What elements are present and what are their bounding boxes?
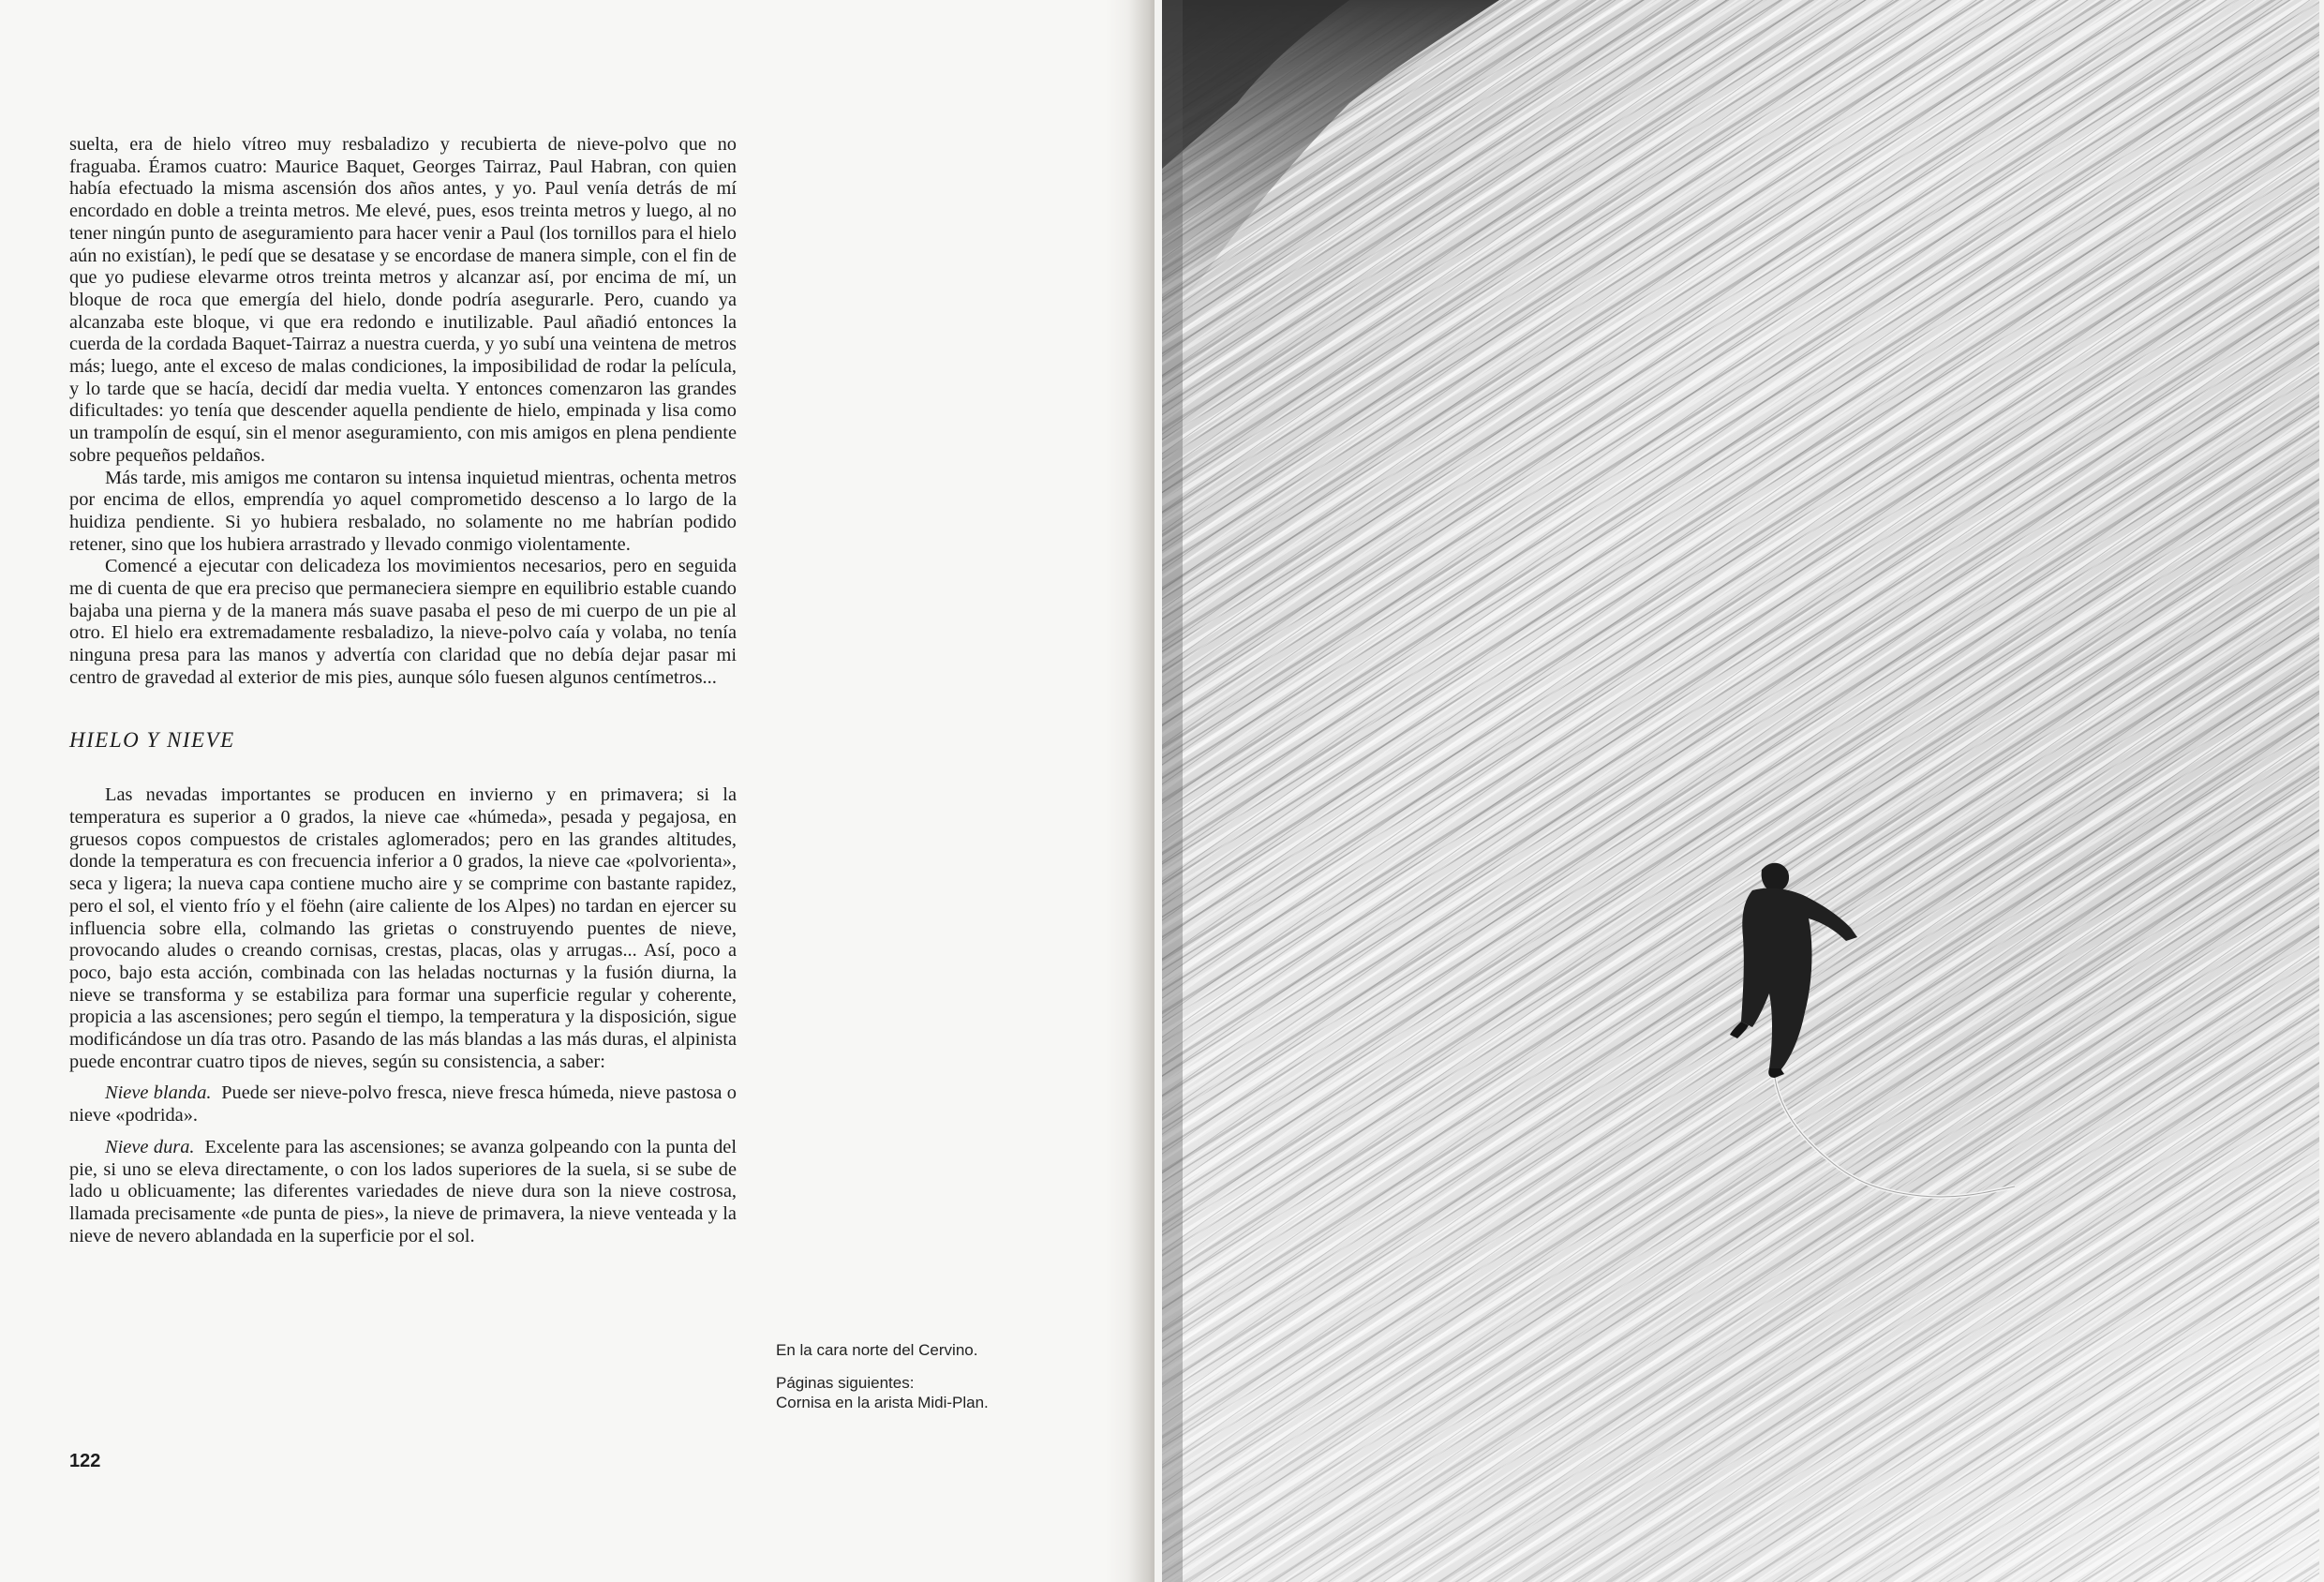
paragraph-1: suelta, era de hielo vítreo muy resbaladizo y recubierta de nieve-polvo que no fraguaba. Éramos cuatro: Maurice Baquet, Georges Tairraz, Paul Habran, con quien había efectuado la misma ascensión dos años antes, y yo. Paul venía detrás de mí encordado en doble a treinta metros. Me elevé, pues, esos treinta metros y luego, al no tener ningún punto de aseguramiento para hacer venir a Paul (los tornillos para el hielo aún no existían), le pedí que se desatase y se encordase de manera simple, con el fin de que yo pudiese elevarme otros treinta metros y alcanzar así, por encima de mí, un bloque de roca que emergía del hielo, donde podría asegurarle. Pero, cuando ya alcanzaba este bloque, vi que era redondo e inutilizable. Paul añadió entonces la cuerda de la cordada Baquet-Tairraz a nuestra cuerda, y yo subí una veintena de metros más; luego, ante el exceso de malas condiciones, la imposibilidad de rodar la película, y lo tarde que se hacía, decidí dar media vuelta. Y entonces comenzaron las grandes dificultades: yo tenía que descender aquella pendiente de hielo, empinada y lisa como un trampolín de esquí, sin el menor aseguramiento, con mis amigos en plena pendiente sobre pequeños peldaños.: [69, 134, 737, 466]
paragraph-3: Comencé a ejecutar con delicadeza los movimientos necesarios, pero en seguida me di cuenta de que era preciso que permaneciera siempre en equilibrio estable cuando bajaba una pierna y de la manera más suave pasaba el peso de mi cuerpo de un pie al otro. El hielo era extremadamente resbaladizo, la nieve-polvo caía y volaba, no tenía ninguna presa para las manos y advertía con claridad que no debía dejar pasar mi centro de gravedad al exterior de mis pies, aunque sólo fuesen algunos centímetros...: [69, 556, 737, 688]
photo-captions: [776, 1340, 1057, 1425]
book-gutter: [1106, 0, 1162, 1582]
hard-snow-paragraph: [69, 1137, 737, 1248]
right-page: [1155, 0, 2324, 1582]
body-text: [69, 134, 737, 1247]
hard-snow-term: Nieve dura.: [105, 1136, 195, 1157]
section-paragraph: Las nevadas importantes se producen en invierno y en primavera; si la temperatura es superior a 0 grados, la nieve cae «húmeda», pesada y pegajosa, en gruesos copos compuestos de cristales aglomerados; pero en las grandes altitudes, donde la temperatura es con frecuencia inferior a 0 grados, la nieve cae «polvorienta», seca y ligera; la nueva capa contiene mucho aire y se comprime con bastante rapidez, pero el sol, el viento frío y el föehn (aire caliente de los Alpes) no tardan en ejercer su influencia sobre ella, colmando las grietas o construyendo puentes de nieve, provocando aludes o creando cornisas, crestas, placas, olas y arrugas... Así, poco a poco, bajo esta acción, combinada con las heladas nocturnas y la fusión diurna, la nieve se transforma y se estabiliza para formar una superficie regular y coherente, propicia a las ascensiones; pero según el tiempo, la temperatura y la disposición, sigue modificándose un día tras otro. Pasando de las más blandas a las más duras, el alpinista puede encontrar cuatro tipos de nieves, según su consistencia, a saber:: [69, 784, 737, 1072]
hard-snow-text: Excelente para las ascensiones; se avanza golpeando con la punta del pie, si uno se eleva directamente, o con los lados superiores de la suela, si se sube de lado u oblicuamente; las diferentes variedades de nieve dura son la nieve costrosa, llamada precisamente «de punta de pies», la nieve de primavera, la nieve venteada y la nieve de nevero ablandada en la superficie por el sol.: [69, 1136, 737, 1246]
photo-caption: En la cara norte del Cervino.: [776, 1341, 978, 1359]
soft-snow-term: Nieve blanda.: [105, 1082, 212, 1104]
page-number: 122: [69, 1451, 101, 1471]
section-heading: HIELO Y NIEVE: [69, 727, 235, 752]
left-page: [0, 0, 1145, 1582]
ice-slope-climber-photo: [1162, 0, 2319, 1582]
next-pages-caption-block: [776, 1373, 1057, 1412]
next-pages-label: Páginas siguientes:: [776, 1374, 915, 1392]
soft-snow-paragraph: [69, 1082, 737, 1127]
soft-snow-text: Puede ser nieve-polvo fresca, nieve fresca húmeda, nieve pastosa o nieve «podrida».: [69, 1082, 737, 1127]
next-pages-caption: Cornisa en la arista Midi-Plan.: [776, 1394, 989, 1411]
paragraph-2: Más tarde, mis amigos me contaron su intensa inquietud mientras, ochenta metros por encima de ellos, emprendía yo aquel comprometido descenso a lo largo de la huidiza pendiente. Si yo hubiera resbalado, no solamente no me habrían podido retener, sino que los hubiera arrastrado y llevado conmigo violentamente.: [69, 467, 737, 555]
